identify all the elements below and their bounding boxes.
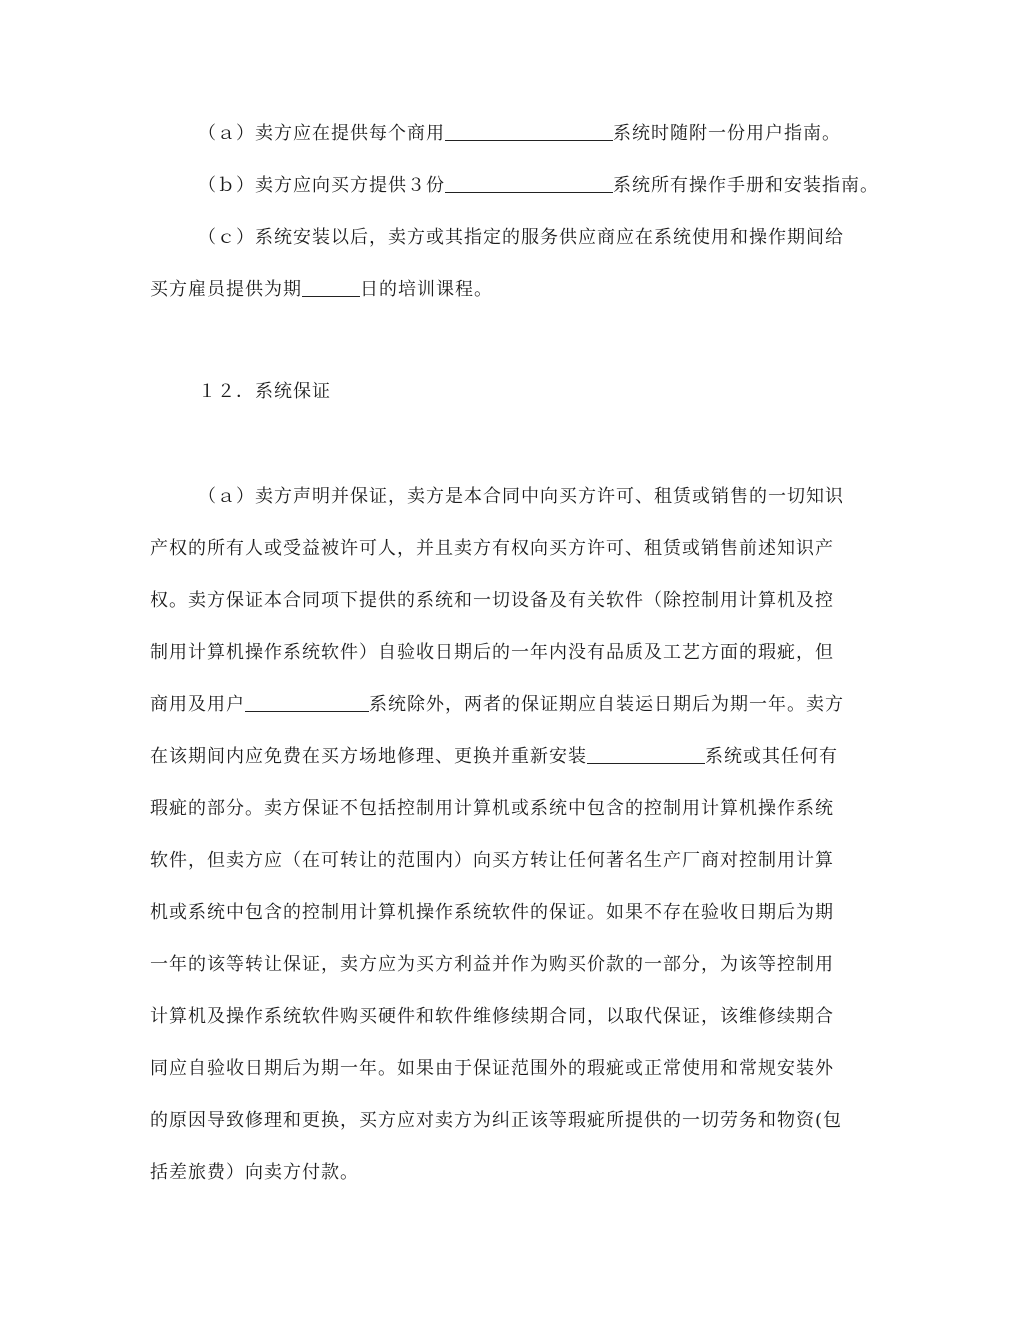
item-c-line-2: [150, 278, 493, 302]
blank-field[interactable]: [445, 174, 613, 193]
blank-field[interactable]: [445, 122, 613, 141]
blank-field[interactable]: [302, 278, 360, 297]
item-a-text-before: （ａ）卖方应在提供每个商用: [198, 123, 445, 144]
paragraph-line: 瑕疵的部分。卖方保证不包括控制用计算机或系统中包含的控制用计算机操作系统: [150, 798, 834, 819]
item-c-line-1: （ｃ）系统安装以后，卖方或其指定的服务供应商应在系统使用和操作期间给: [198, 227, 844, 248]
item-b-text-before: （ｂ）卖方应向买方提供３份: [198, 175, 445, 196]
paragraph-line: [150, 693, 844, 717]
blank-field[interactable]: [587, 745, 705, 764]
item-b: [198, 174, 879, 198]
paragraph-text-after: 系统除外，两者的保证期应自装运日期后为期一年。卖方: [369, 694, 844, 715]
section-heading: １２．系统保证: [198, 381, 331, 402]
paragraph-text-before: 在该期间内应免费在买方场地修理、更换并重新安装: [150, 746, 587, 767]
paragraph-line: 制用计算机操作系统软件）自验收日期后的一年内没有品质及工艺方面的瑕疵，但: [150, 642, 834, 663]
paragraph-line: 产权的所有人或受益被许可人，并且卖方有权向买方许可、租赁或销售前述知识产: [150, 538, 834, 559]
item-a: [198, 122, 841, 146]
paragraph-line: （ａ）卖方声明并保证，卖方是本合同中向买方许可、租赁或销售的一切知识: [198, 486, 844, 507]
item-b-text-after: 系统所有操作手册和安装指南。: [613, 175, 879, 196]
item-c-text-before: 买方雇员提供为期: [150, 279, 302, 300]
paragraph-text-after: 系统或其任何有: [705, 746, 838, 767]
paragraph-line: 括差旅费）向卖方付款。: [150, 1162, 359, 1183]
paragraph-line: 机或系统中包含的控制用计算机操作系统软件的保证。如果不存在验收日期后为期: [150, 902, 834, 923]
paragraph-text-before: 商用及用户: [150, 694, 245, 715]
item-a-text-after: 系统时随附一份用户指南。: [613, 123, 841, 144]
paragraph-line: [150, 745, 838, 769]
paragraph-line: 软件，但卖方应（在可转让的范围内）向买方转让任何著名生产厂商对控制用计算: [150, 850, 834, 871]
paragraph-line: 同应自验收日期后为期一年。如果由于保证范围外的瑕疵或正常使用和常规安装外: [150, 1058, 834, 1079]
paragraph-line: 一年的该等转让保证，卖方应为买方利益并作为购买价款的一部分，为该等控制用: [150, 954, 834, 975]
item-c-text-after: 日的培训课程。: [360, 279, 493, 300]
paragraph-line: 计算机及操作系统软件购买硬件和软件维修续期合同，以取代保证，该维修续期合: [150, 1006, 834, 1027]
blank-field[interactable]: [245, 693, 369, 712]
paragraph-line: 权。卖方保证本合同项下提供的系统和一切设备及有关软件（除控制用计算机及控: [150, 590, 834, 611]
paragraph-line: 的原因导致修理和更换，买方应对卖方为纠正该等瑕疵所提供的一切劳务和物资(包: [150, 1110, 843, 1131]
